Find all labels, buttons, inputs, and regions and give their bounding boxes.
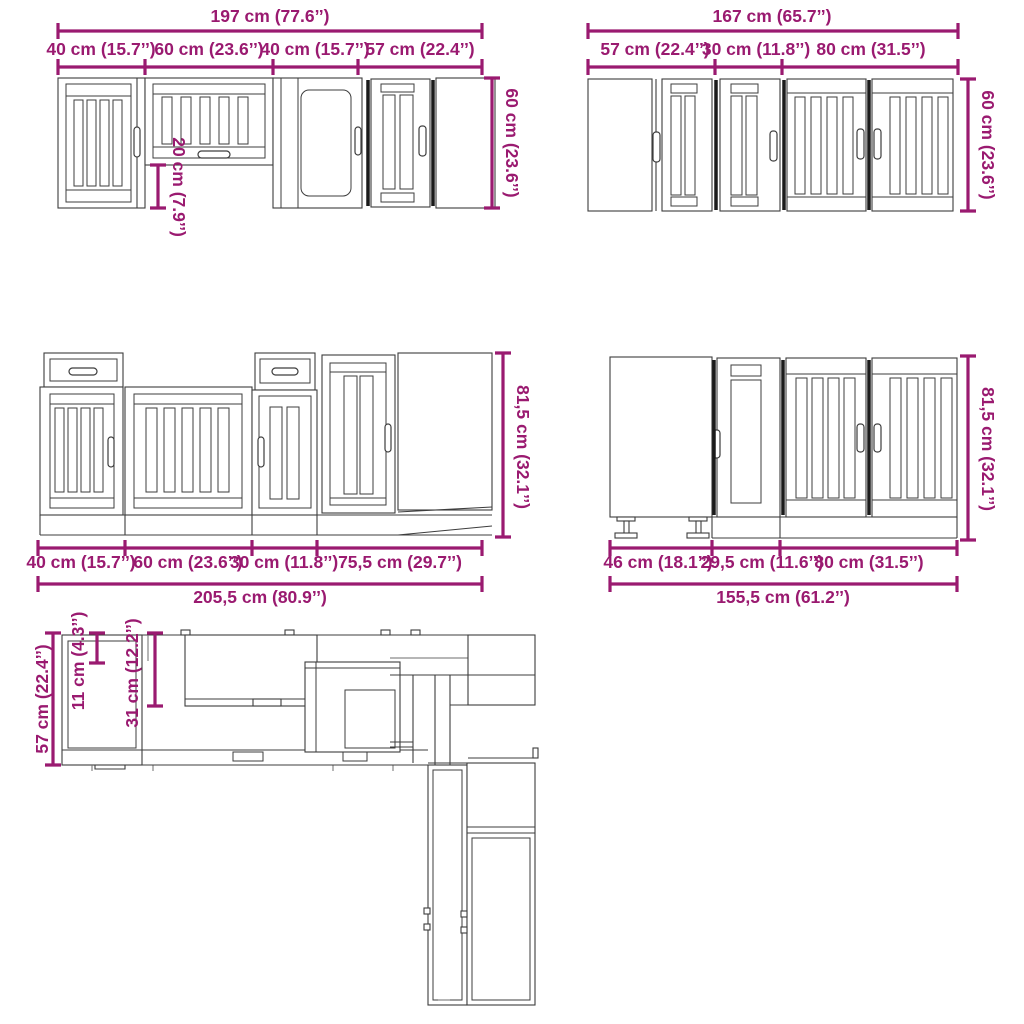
wall-cabinet-40-a xyxy=(58,78,145,208)
dim-label: 81,5 cm (32.1’’) xyxy=(513,385,533,509)
adjustable-feet xyxy=(615,517,709,538)
plan-sink-unit xyxy=(305,662,400,752)
base-unit-30 xyxy=(252,353,317,515)
wall-door-80-right xyxy=(872,79,953,211)
door-handle xyxy=(857,129,864,159)
base-unit-40 xyxy=(40,353,123,515)
handle-mark xyxy=(461,911,467,917)
dim-base-left-total xyxy=(38,576,482,607)
door-handle xyxy=(419,126,426,156)
dim-label: 46 cm (18.1’’) xyxy=(603,552,713,572)
door-handle xyxy=(874,424,881,452)
dim-label: 167 cm (65.7’’) xyxy=(712,6,832,26)
dim-label: 40 cm (15.7’’) xyxy=(26,552,136,572)
dim-base-left-sections xyxy=(26,540,482,572)
dim-label: 57 cm (22.4’’) xyxy=(32,644,52,754)
dim-base-left-height xyxy=(495,353,533,537)
front-notch xyxy=(233,752,263,761)
door-handle xyxy=(134,127,140,157)
dim-label: 81,5 cm (32.1’’) xyxy=(978,387,998,511)
plinth xyxy=(712,517,957,538)
side-panel xyxy=(588,79,652,211)
dim-base-right-sections xyxy=(603,540,957,572)
base-door-80-right xyxy=(872,358,957,517)
dim-label: 11 cm (4.3’’) xyxy=(68,611,88,711)
door-handle xyxy=(108,437,114,467)
dim-label: 20 cm (7.9’’) xyxy=(169,137,189,237)
dim-label: 80 cm (31.5’’) xyxy=(816,39,926,59)
dim-wall-left-sections xyxy=(46,39,482,75)
dim-label: 60 cm (23.6’’) xyxy=(133,552,243,572)
dim-label: 205,5 cm (80.9’’) xyxy=(193,587,327,607)
dim-label: 75,5 cm (29.7’’) xyxy=(338,552,462,572)
wall-cabinet-60 xyxy=(145,78,273,165)
door-handle xyxy=(258,437,264,467)
side-panel xyxy=(436,78,495,208)
dim-label: 29,5 cm (11.6’’) xyxy=(700,552,824,572)
corner-blank-panel xyxy=(610,357,712,517)
dim-label: 30 cm (11.8’’) xyxy=(229,552,339,572)
dim-label: 40 cm (15.7’’) xyxy=(46,39,156,59)
handle-mark xyxy=(461,927,467,933)
dim-base-right-total xyxy=(610,576,957,607)
panel-base-cabinets-left xyxy=(26,353,533,607)
dim-label: 40 cm (15.7’’) xyxy=(260,39,370,59)
base-unit-60 xyxy=(125,387,252,515)
corner-blank-panel xyxy=(398,353,492,510)
dim-wall-right-sections xyxy=(588,39,958,75)
dim-label: 60 cm (23.6’’) xyxy=(502,88,522,198)
dim-wall-right-height xyxy=(960,79,998,211)
handle-mark xyxy=(424,924,430,930)
dim-label: 57 cm (22.4’’) xyxy=(600,39,710,59)
panel-plan-view xyxy=(32,612,538,1005)
base-corner-unit xyxy=(322,353,492,535)
panel-wall-cabinets-right xyxy=(588,6,998,211)
base-door-80-left xyxy=(786,358,866,517)
dim-base-right-height xyxy=(960,356,998,540)
drawer-handle xyxy=(272,368,298,375)
dim-label: 30 cm (11.8’’) xyxy=(701,39,811,59)
mounting-tabs xyxy=(181,630,420,635)
panel-wall-cabinets-left xyxy=(46,6,522,237)
wall-cabinet-57 xyxy=(371,78,495,208)
door-handle xyxy=(653,132,660,162)
door-handle xyxy=(874,129,881,159)
dim-wall-left-total xyxy=(58,6,482,39)
dim-label: 60 cm (23.6’’) xyxy=(154,39,264,59)
base-door-29 xyxy=(713,358,780,517)
door-handle xyxy=(355,127,361,155)
drawer-handle xyxy=(69,368,97,375)
dim-label: 60 cm (23.6’’) xyxy=(978,90,998,200)
dim-label: 31 cm (12.2’’) xyxy=(122,618,142,728)
wall-door-57 xyxy=(662,79,712,211)
wall-cabinet-40-glass xyxy=(273,78,362,208)
plan-wall-cabinet xyxy=(185,635,317,706)
wall-door-30 xyxy=(720,79,780,211)
front-notch xyxy=(343,752,367,761)
panel-base-cabinets-right xyxy=(603,356,998,607)
dim-label: 197 cm (77.6’’) xyxy=(210,6,330,26)
dim-label: 80 cm (31.5’’) xyxy=(814,552,924,572)
dim-plan-counter-depth xyxy=(32,633,61,765)
plan-vertical-run xyxy=(424,763,535,1005)
door-handle xyxy=(198,151,230,158)
handle-mark xyxy=(424,908,430,914)
dim-label: 155,5 cm (61.2’’) xyxy=(716,587,850,607)
door-handle xyxy=(770,131,777,161)
dim-label: 57 cm (22.4’’) xyxy=(365,39,475,59)
dim-wall-right-total xyxy=(588,6,958,39)
door-handle xyxy=(857,424,864,452)
wall-door-80-left xyxy=(787,79,866,211)
door-handle xyxy=(385,424,391,452)
